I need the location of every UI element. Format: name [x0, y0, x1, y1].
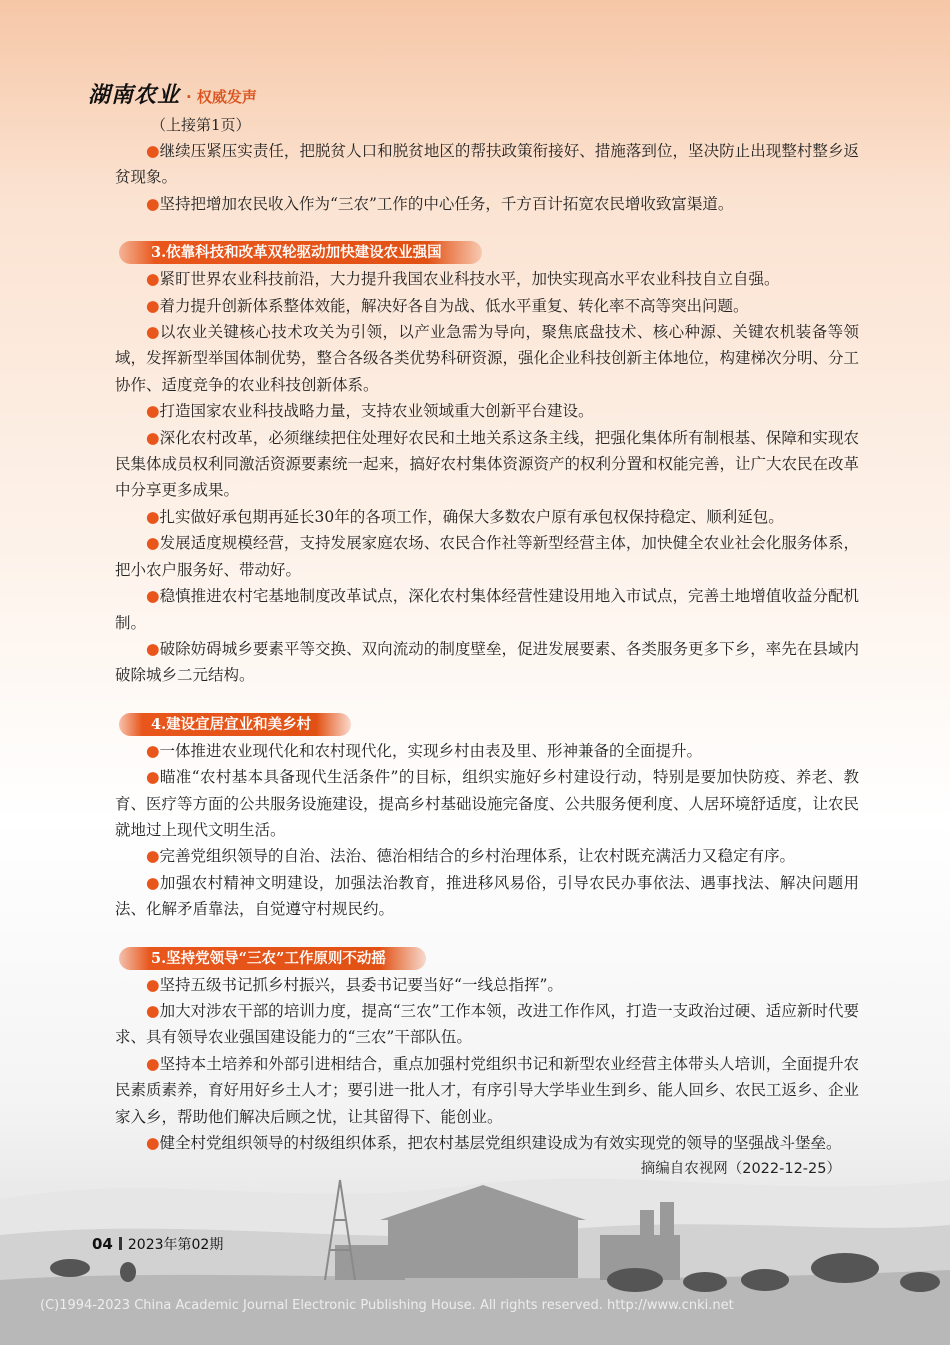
continuation-note: （上接第1页）: [151, 116, 251, 134]
bullet-icon: ●: [146, 296, 160, 315]
paragraph: ●加强农村精神文明建设，加强法治教育，推进移风易俗，引导农民办事依法、遇事找法、解决问题用法、化解矛盾靠法，自觉遵守村规民约。: [115, 873, 859, 919]
bullet-icon: ●: [146, 507, 160, 526]
issue-label: 2023年第02期: [127, 1237, 224, 1253]
bullet-icon: ●: [146, 587, 160, 606]
bullet-icon: ●: [146, 975, 160, 994]
paragraph: ●继续压紧压实责任，把脱贫人口和脱贫地区的帮扶政策衔接好、措施落到位，坚决防止出现整村整乡返贫现象。: [115, 142, 859, 187]
paragraph: ●完善党组织领导的自治、法治、德治相结合的乡村治理体系，让农村既充满活力又稳定有序。: [146, 847, 796, 866]
paragraph: ●发展适度规模经营，支持发展家庭农场、农民合作社等新型经营主体，加快健全农业社会化服务体系，把小农户服务好、带动好。: [115, 534, 859, 579]
paragraph: ●打造国家农业科技战略力量，支持农业领域重大创新平台建设。: [146, 402, 594, 421]
bullet-icon: ●: [146, 1134, 160, 1152]
bullet-icon: ●: [146, 1054, 160, 1073]
paragraph: ●扎实做好承包期再延长30年的各项工作，确保大多数农户原有承包权保持稳定、顺利延包。: [146, 507, 784, 526]
bullet-icon: ●: [146, 270, 160, 289]
paragraph: ●深化农村改革，必须继续把住处理好农民和土地关系这条主线，把强化集体所有制根基、保障和实现农民集体成员权利同激活资源要素统一起来，搞好农村集体资源资产的权利分置和权能完善，让广大农民在改革中分享更多成果。: [115, 428, 860, 500]
paragraph: ●以农业关键核心技术攻关为引领，以产业急需为导向，聚焦底盘技术、核心种源、关键农机装备等领域，发挥新型举国体制优势，整合各级各类优势科研资源，强化企业科技创新主体地位，构建梯次分明、分工协作、适度竞争的农业科技创新体系。: [115, 323, 860, 394]
paragraph: ●着力提升创新体系整体效能，解决好各自为战、低水平重复、转化率不高等突出问题。: [146, 296, 749, 315]
paragraph: ●一体推进农业现代化和农村现代化，实现乡村由表及里、形神兼备的全面提升。: [146, 741, 703, 760]
paragraph: ●坚持把增加农民收入作为“三农”工作的中心任务，千方百计拓宽农民增收致富渠道。: [146, 194, 734, 213]
bullet-icon: ●: [146, 639, 160, 658]
paragraph: ●加大对涉农干部的培训力度，提高“三农”工作本领，改进工作作风，打造一支政治过硬、适应新时代要求、具有领导农业强国建设能力的“三农”干部队伍。: [115, 1001, 859, 1047]
bullet-icon: ●: [146, 428, 160, 447]
page-header: [88, 78, 257, 108]
paragraph: ●瞄准“农村基本具备现代生活条件”的目标，组织实施好乡村建设行动，特别是要加快防疫、养老、教育、医疗等方面的公共服务设施建设，提高乡村基础设施完备度、公共服务便利度、人居环境舒适度，让农民就地过上现代文明生活。: [115, 768, 860, 839]
paragraph: ●坚持本土培养和外部引进相结合，重点加强村党组织书记和新型农业经营主体带头人培训，全面提升农民素质素养，育好用好乡土人才；要引进一批人才，有序引导大学毕业生到乡、能人回乡、农民工返乡、企业家入乡，帮助他们解决后顾之忧，让其留得下、能创业。: [115, 1054, 860, 1126]
section-heading: 3.依靠科技和改革双轮驱动加快建设农业强国: [119, 241, 482, 264]
paragraph: ●紧盯世界农业科技前沿，大力提升我国农业科技水平，加快实现高水平农业科技自立自强。: [146, 270, 780, 289]
bullet-icon: ●: [146, 1001, 160, 1020]
bullet-icon: ●: [146, 873, 160, 892]
bullet-icon: ●: [146, 847, 160, 866]
section-heading: 4.建设宜居宜业和美乡村: [119, 713, 351, 736]
column-name: · 权威发声: [186, 88, 257, 106]
bullet-icon: ●: [146, 741, 160, 760]
bullet-icon: ●: [146, 534, 160, 553]
bullet-icon: ●: [146, 142, 160, 160]
bullet-icon: ●: [146, 768, 160, 787]
magazine-logo: 湖南农业: [88, 82, 181, 108]
divider: [119, 1237, 122, 1250]
page-number: 04: [92, 1235, 113, 1253]
bullet-icon: ●: [146, 194, 160, 213]
paragraph: ●健全村党组织领导的村级组织体系，把农村基层党组织建设成为有效实现党的领导的坚强战斗堡垒。 摘编自农视网（2022-12-25）: [115, 1130, 859, 1156]
paragraph: ●破除妨碍城乡要素平等交换、双向流动的制度壁垒，促进发展要素、各类服务更多下乡，率先在县域内破除城乡二元结构。: [115, 639, 859, 685]
paragraph: ●稳慎推进农村宅基地制度改革试点，深化农村集体经营性建设用地入市试点，完善土地增值收益分配机制。: [115, 587, 859, 632]
bullet-icon: ●: [146, 323, 160, 342]
article-body: [115, 112, 859, 1183]
source-credit: 摘编自农视网（2022-12-25）: [640, 1161, 841, 1178]
paragraph: ●坚持五级书记抓乡村振兴，县委书记要当好“一线总指挥”。: [146, 975, 563, 994]
page-footer: [92, 1234, 223, 1254]
section-heading: 5.坚持党领导“三农”工作原则不动摇: [119, 947, 426, 970]
bullet-icon: ●: [146, 402, 160, 421]
copyright-watermark: (C)1994-2023 China Academic Journal Electronic Publishing House. All rights reserved. http://www.cnki.net: [40, 1298, 734, 1313]
